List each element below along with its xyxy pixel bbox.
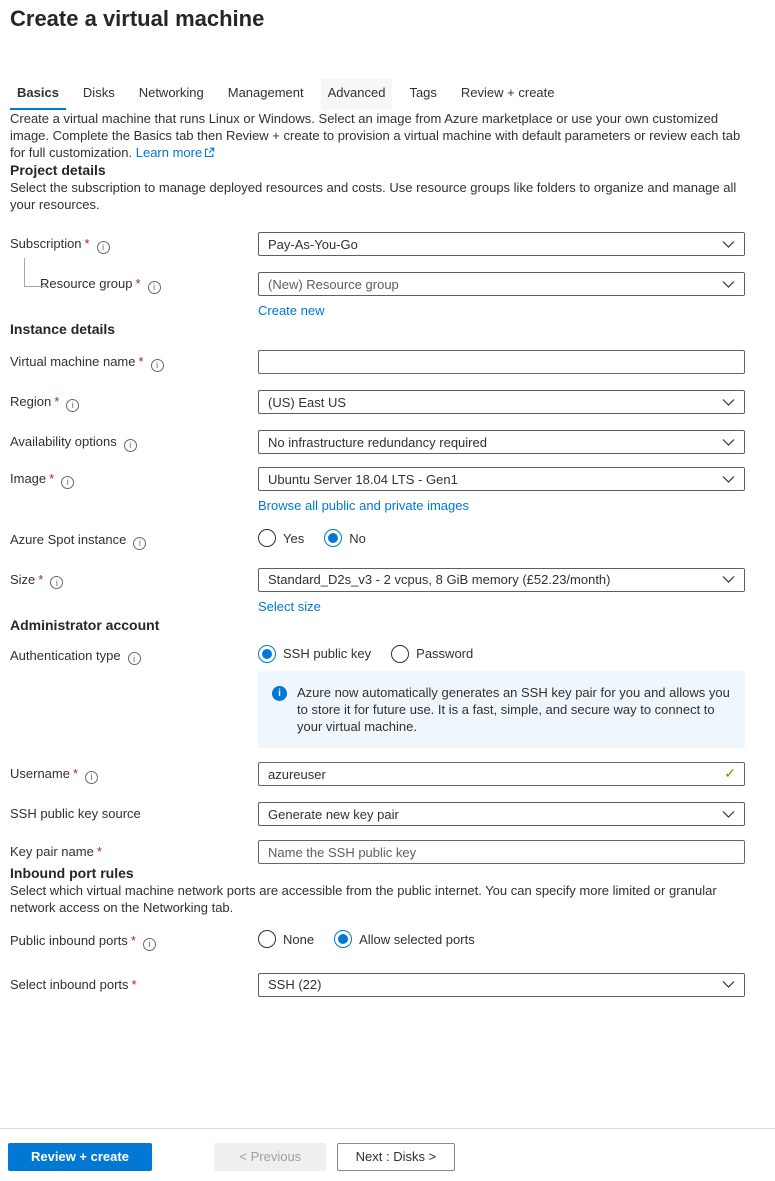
tab-management[interactable]: Management [227, 85, 304, 100]
required-marker: * [131, 976, 137, 992]
tab-networking[interactable]: Networking [138, 85, 204, 100]
select-inbound-ports-row [10, 973, 745, 997]
spot-instance-row [10, 528, 745, 550]
tab-disks[interactable]: Disks [82, 85, 115, 100]
image-value: Ubuntu Server 18.04 LTS - Gen1 [268, 471, 458, 487]
info-icon[interactable]: i [66, 399, 79, 412]
ports-option-allow-label: Allow selected ports [359, 931, 475, 947]
info-icon[interactable]: i [61, 476, 74, 489]
auth-option-password-label: Password [416, 646, 474, 661]
tab-review-create[interactable]: Review + create [460, 85, 555, 100]
info-icon[interactable]: i [133, 537, 146, 550]
auth-option-password[interactable] [391, 645, 473, 663]
key-pair-name-input[interactable] [258, 840, 745, 864]
page-title: Create a virtual machine [10, 6, 265, 31]
radio-icon [258, 529, 276, 547]
tab-bar [10, 79, 745, 110]
external-link-icon [204, 147, 215, 158]
intro-text-body: Create a virtual machine that runs Linux or Windows. Select an image from Azure marketplace or use your own customized image. Complete the Basics tab then Review + create to provision a virtual machine with default parameters or review each tab for full customization. [10, 111, 741, 160]
intro-text [10, 110, 745, 161]
ssh-key-source-label: SSH public key source [10, 806, 141, 821]
tab-advanced[interactable]: Advanced [321, 79, 393, 110]
resource-group-dropdown[interactable] [258, 272, 745, 296]
auth-option-ssh[interactable] [258, 645, 371, 663]
tab-basics[interactable]: Basics [10, 79, 66, 110]
resource-group-label: Resource group [40, 276, 133, 291]
ssh-info-banner-text: Azure now automatically generates an SSH key pair for you and allows you to store it for future use. It is a fast, simple, and secure way to connect to your virtual machine. [297, 685, 730, 734]
next-disks-button[interactable]: Next : Disks > [337, 1143, 456, 1171]
select-inbound-ports-dropdown[interactable] [258, 973, 745, 997]
tree-connector [24, 258, 46, 287]
inbound-port-rules-heading: Inbound port rules [10, 865, 134, 881]
instance-details-heading: Instance details [10, 321, 116, 337]
radio-checked-icon [324, 529, 342, 547]
chevron-down-icon [722, 240, 735, 249]
chevron-down-icon [722, 575, 735, 584]
username-label: Username [10, 766, 70, 781]
region-value: (US) East US [268, 394, 347, 410]
chevron-down-icon [722, 280, 735, 289]
public-inbound-ports-row [10, 929, 745, 951]
inbound-port-rules-description: Select which virtual machine network ports are accessible from the public internet. You can specify more limited or granular network access on the Networking tab. [10, 883, 717, 915]
size-label: Size [10, 571, 36, 587]
info-icon[interactable]: i [151, 359, 164, 372]
region-label: Region [10, 394, 52, 409]
ports-option-allow[interactable] [334, 930, 475, 948]
browse-images-link[interactable]: Browse all public and private images [258, 498, 469, 513]
footer-bar [0, 1128, 775, 1171]
ports-option-none-label: None [283, 931, 315, 947]
required-marker: * [49, 471, 55, 486]
subscription-value: Pay-As-You-Go [268, 236, 358, 252]
size-value: Standard_D2s_v3 - 2 vcpus, 8 GiB memory (£52.23/month) [268, 572, 611, 587]
key-pair-name-label: Key pair name [10, 844, 94, 859]
spot-option-no[interactable] [324, 529, 366, 547]
ssh-key-source-value: Generate new key pair [268, 806, 399, 822]
select-inbound-ports-value: SSH (22) [268, 977, 322, 992]
vm-name-input[interactable] [258, 350, 745, 374]
radio-checked-icon [258, 645, 276, 663]
username-input[interactable] [258, 762, 745, 786]
auth-type-radio-group [258, 644, 745, 663]
ssh-key-source-row [10, 802, 745, 826]
public-ports-radio-group [258, 929, 745, 948]
ports-option-none[interactable] [258, 930, 314, 948]
project-details-description: Select the subscription to manage deployed resources and costs. Use resource groups like folders to organize and manage all your resources. [10, 180, 737, 212]
resource-group-value: (New) Resource group [268, 276, 399, 292]
required-marker: * [38, 571, 44, 587]
image-row [10, 467, 745, 515]
info-icon[interactable]: i [148, 281, 161, 294]
valid-check-icon: ✓ [724, 765, 736, 781]
spot-instance-label: Azure Spot instance [10, 532, 127, 547]
username-row [10, 762, 745, 786]
availability-dropdown[interactable] [258, 430, 745, 454]
learn-more-label: Learn more [135, 145, 203, 160]
subscription-row [10, 232, 745, 256]
availability-value: No infrastructure redundancy required [268, 434, 487, 450]
image-dropdown[interactable] [258, 467, 745, 491]
info-icon[interactable]: i [85, 771, 98, 784]
learn-more-link[interactable] [136, 145, 215, 160]
spot-option-no-label: No [349, 530, 366, 546]
tab-tags[interactable]: Tags [409, 85, 437, 100]
auth-type-label: Authentication type [10, 647, 121, 663]
chevron-down-icon [722, 438, 735, 447]
size-row [10, 568, 745, 616]
image-label: Image [10, 471, 47, 486]
required-marker: * [138, 354, 144, 369]
project-details-heading: Project details [10, 162, 106, 178]
region-row [10, 390, 745, 414]
info-icon[interactable]: i [97, 241, 110, 254]
review-create-button[interactable]: Review + create [8, 1143, 152, 1171]
subscription-label: Subscription [10, 236, 82, 251]
spot-radio-group [258, 528, 745, 547]
create-new-link[interactable]: Create new [258, 303, 325, 318]
required-marker: * [135, 276, 141, 291]
info-icon[interactable]: i [124, 439, 137, 452]
radio-checked-icon [334, 930, 352, 948]
info-icon[interactable]: i [50, 576, 63, 589]
required-marker: * [130, 933, 136, 948]
vm-name-row [10, 350, 745, 374]
radio-icon [258, 930, 276, 948]
auth-option-ssh-label: SSH public key [283, 646, 372, 661]
auth-type-row [10, 644, 745, 666]
select-size-link[interactable]: Select size [258, 598, 321, 614]
key-pair-name-row [10, 840, 745, 864]
previous-button[interactable]: < Previous [214, 1143, 326, 1171]
ssh-info-banner [258, 671, 745, 748]
region-dropdown[interactable] [258, 390, 745, 414]
admin-account-heading: Administrator account [10, 616, 160, 633]
availability-row [10, 430, 745, 454]
chevron-down-icon [722, 810, 735, 819]
availability-label: Availability options [10, 434, 117, 449]
spot-option-yes[interactable] [258, 529, 304, 547]
chevron-down-icon [722, 980, 735, 989]
info-filled-icon: i [272, 686, 287, 701]
resource-group-row [10, 272, 745, 320]
info-icon[interactable]: i [143, 938, 156, 951]
info-icon[interactable]: i [128, 652, 141, 665]
public-inbound-ports-label: Public inbound ports [10, 933, 128, 948]
chevron-down-icon [722, 475, 735, 484]
spot-option-yes-label: Yes [283, 530, 305, 546]
required-marker: * [72, 766, 79, 781]
select-inbound-ports-label: Select inbound ports [10, 976, 129, 992]
ssh-key-source-dropdown[interactable] [258, 802, 745, 826]
size-dropdown[interactable] [258, 568, 745, 592]
required-marker: * [96, 844, 102, 859]
chevron-down-icon [722, 398, 735, 407]
required-marker: * [84, 236, 90, 251]
radio-icon [391, 645, 409, 663]
subscription-dropdown[interactable] [258, 232, 745, 256]
vm-name-label: Virtual machine name [10, 354, 136, 369]
required-marker: * [54, 394, 60, 409]
